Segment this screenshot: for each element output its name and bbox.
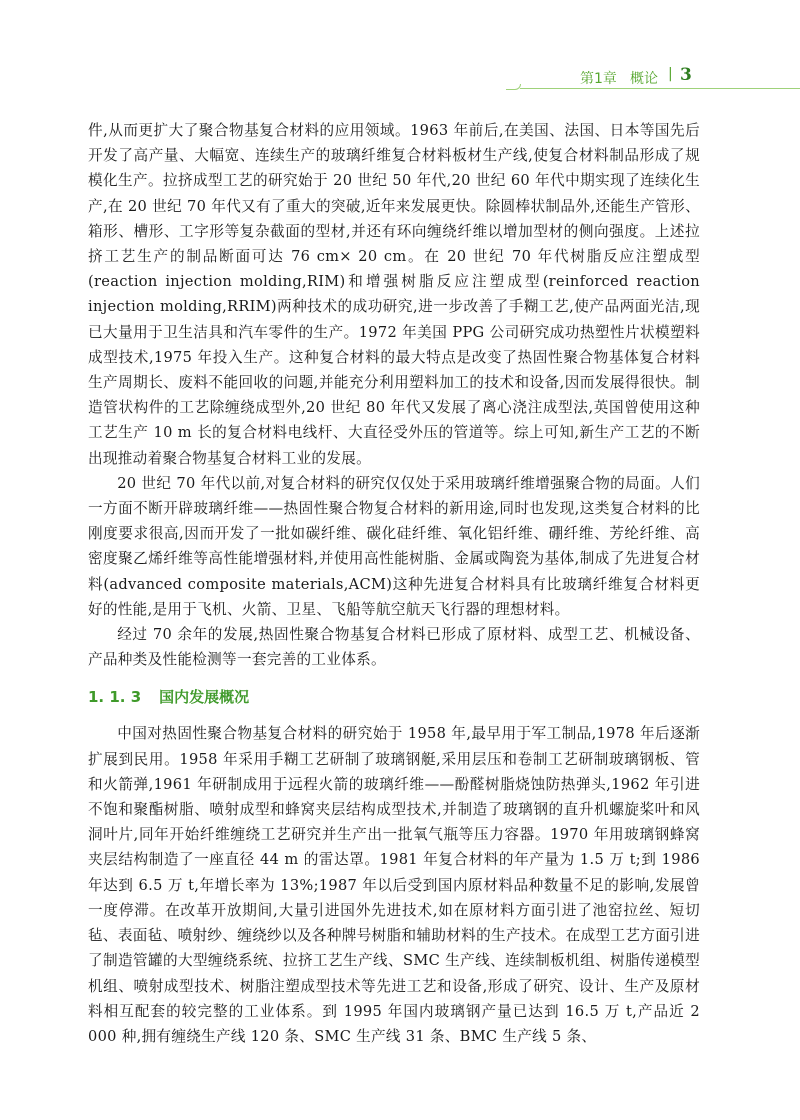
section-heading (88, 685, 700, 709)
section-label: 概论 (630, 71, 658, 87)
body-paragraph: 中国对热固性聚合物基复合材料的研究始于 1958 年,最早用于军工制品,1978 年后逐渐扩展到民用。1958 年采用手糊工艺研制了玻璃钢艇,采用层压和卷制工艺研制玻璃钢板、管和火箭弹,1961 年研制成用于远程火箭的玻璃纤维——酚醛树脂烧蚀防热弹头,1962 年引进不饱和聚酯树脂、喷射成型和蜂窝夹层结构成型技术,并制造了玻璃钢的直升机螺旋桨叶和风洞叶片,同年开始纤维缠绕工艺研究并生产出一批氧气瓶等压力容器。1970 年用玻璃钢蜂窝夹层结构制造了一座直径 44 m 的雷达罩。1981 年复合材料的年产量为 1.5 万 t;到 1986 年达到 6.5 万 t,年增长率为 13%;1987 年以后受到国内原材料品种数量不足的影响,发展曾一度停滞。在改革开放期间,大量引进国外先进技术,如在原材料方面引进了池窑拉丝、短切毡、表面毡、喷射纱、缠绕纱以及各种牌号树脂和辅助材料的生产技术。在成型工艺方面引进了制造管罐的大型缠绕系统、拉挤工艺生产线、SMC 生产线、连续制板机组、树脂传递模型机组、喷射成型技术、树脂注塑成型技术等先进工艺和设备,形成了研究、设计、生产及原材料相互配套的较完整的工业体系。到 1995 年国内玻璃钢产量已达到 16.5 万 t,产品近 2 000 种,拥有缠绕生产线 120 条、SMC 生产线 31 条、BMC 生产线 5 条、 (88, 725, 700, 1045)
body-paragraph: 20 世纪 70 年代以前,对复合材料的研究仅仅处于采用玻璃纤维增强聚合物的局面。人们一方面不断开辟玻璃纤维——热固性聚合物复合材料的新用途,同时也发现,这类复合材料的比刚度要求很高,因而开发了一批如碳纤维、碳化硅纤维、氧化铝纤维、硼纤维、芳纶纤维、高密度聚乙烯纤维等高性能增强材料,并使用高性能树脂、金属或陶瓷为基体,制成了先进复合材料(advanced composite materials,ACM)这种先进复合材料具有比玻璃纤维复合材料更好的性能,是用于飞机、火箭、卫星、飞船等航空航天飞行器的理想材料。 (88, 474, 700, 618)
section-title: 国内发展概况 (159, 688, 250, 707)
section-number: 1. 1. 3 (88, 688, 142, 707)
running-head (580, 66, 780, 88)
page-body (88, 118, 700, 1049)
body-paragraph: 经过 70 余年的发展,热固性聚合物基复合材料已形成了原材料、成型工艺、机械设备、产品种类及性能检测等一套完善的工业体系。 (88, 626, 700, 669)
page-number: 3 (680, 65, 692, 85)
header-separator: | (668, 66, 673, 82)
chapter-label: 第1章 (580, 71, 617, 87)
body-paragraph: 件,从而更扩大了聚合物基复合材料的应用领域。1963 年前后,在美国、法国、日本等国先后开发了高产量、大幅宽、连续生产的玻璃纤维复合材料板材生产线,使复合材料制品形成了规模化生产。拉挤成型工艺的研究始于 20 世纪 50 年代,20 世纪 60 年代中期实现了连续化生产,在 20 世纪 70 年代又有了重大的突破,近年来发展更快。除圆棒状制品外,还能生产管形、箱形、槽形、工字形等复杂截面的型材,并还有环向缠绕纤维以增加型材的侧向强度。上述拉挤工艺生产的制品断面可达 76 cm× 20 cm。在 20 世纪 70 年代树脂反应注塑成型(reaction injection molding,RIM)和增强树脂反应注塑成型(reinforced reaction injection molding,RRIM)两种技术的成功研究,进一步改善了手糊工艺,使产品两面光洁,现已大量用于卫生洁具和汽车零件的生产。1972 年美国 PPG 公司研究成功热塑性片状模塑料成型技术,1975 年投入生产。这种复合材料的最大特点是改变了热固性聚合物基体复合材料生产周期长、废料不能回收的问题,并能充分利用塑料加工的技术和设备,因而发展得很快。制造管状构件的工艺除缠绕成型外,20 世纪 80 年代又发展了离心浇注成型法,英国曾使用这种工艺生产 10 m 长的复合材料电线杆、大直径受外压的管道等。综上可知,新生产工艺的不断出现推动着聚合物基复合材料工业的发展。 (88, 122, 700, 467)
header-rule (520, 88, 800, 89)
